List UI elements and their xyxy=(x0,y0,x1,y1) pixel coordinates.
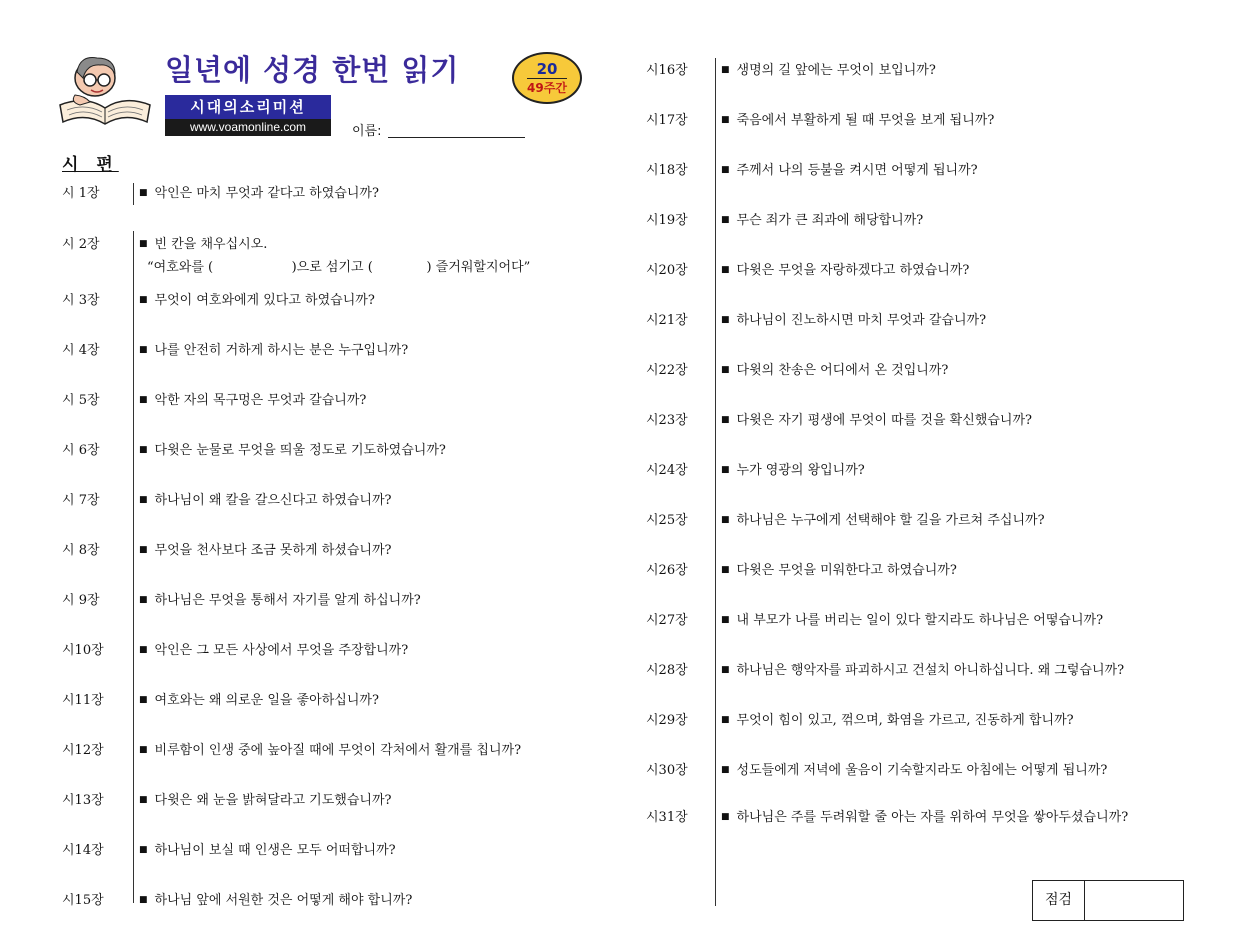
score-field[interactable] xyxy=(1085,881,1183,920)
question-text: ■ 내 부모가 나를 버리는 일이 있다 할지라도 하나님은 어떻습니까? xyxy=(721,613,1104,628)
chapter-label: 시 7장 xyxy=(62,493,100,508)
chapter-label: 시 1장 xyxy=(62,186,100,201)
question-text: ■ 하나님이 진노하시면 마치 무엇과 갈습니까? xyxy=(721,313,987,328)
question-text: ■ 하나님이 왜 칼을 갈으신다고 하였습니까? xyxy=(139,493,392,508)
chapter-label: 시 9장 xyxy=(62,593,100,608)
question-text: ■ 누가 영광의 왕입니까? xyxy=(721,463,865,478)
question-text: ■ 무슨 죄가 큰 죄과에 해당합니까? xyxy=(721,213,924,228)
chapter-label: 시 6장 xyxy=(62,443,100,458)
reading-man-icon xyxy=(55,50,155,125)
question-text: ■ 다윗은 눈물로 무엇을 띄울 정도로 기도하였습니까? xyxy=(139,443,446,458)
question-text: ■ 악인은 마치 무엇과 같다고 하였습니까? xyxy=(139,186,379,201)
chapter-label: 시23장 xyxy=(646,413,688,428)
question-text: ■ 하나님이 보실 때 인생은 모두 어떠합니까? xyxy=(139,843,396,858)
question-text: ■ 다윗은 무엇을 미워한다고 하였습니까? xyxy=(721,563,957,578)
question-text: ■ 하나님은 행악자를 파괴하시고 건설치 아니하십니다. 왜 그렇습니까? xyxy=(721,663,1125,678)
chapter-label: 시26장 xyxy=(646,563,688,578)
question-text: ■ 무엇이 힘이 있고, 꺾으며, 화염을 가르고, 진동하게 합니까? xyxy=(721,713,1074,728)
name-label: 이름: xyxy=(352,124,382,139)
column-divider xyxy=(133,231,134,903)
section-title: 시 편 xyxy=(62,155,119,175)
question-text: ■ 악인은 그 모든 사상에서 무엇을 주장합니까? xyxy=(139,643,409,658)
question-text: ■ 다윗의 찬송은 어디에서 온 것입니까? xyxy=(721,363,949,378)
question-text: ■ 주께서 나의 등불을 켜시면 어떻게 됩니까? xyxy=(721,163,978,178)
chapter-label: 시15장 xyxy=(62,893,104,908)
chapter-label: 시 8장 xyxy=(62,543,100,558)
chapter-label: 시18장 xyxy=(646,163,688,178)
chapter-label: 시17장 xyxy=(646,113,688,128)
name-field[interactable] xyxy=(388,137,525,138)
question-text: ■ 성도들에게 저녁에 울음이 기숙할지라도 아침에는 어떻게 됩니까? xyxy=(721,763,1108,778)
chapter-label: 시31장 xyxy=(646,810,688,825)
question-text: ■ 빈 칸을 채우십시오. xyxy=(139,237,268,252)
chapter-label: 시27장 xyxy=(646,613,688,628)
question-text: ■ 하나님은 누구에게 선택해야 할 길을 가르쳐 주십니까? xyxy=(721,513,1045,528)
question-text: ■ 다윗은 무엇을 자랑하겠다고 하였습니까? xyxy=(721,263,970,278)
chapter-label: 시 2장 xyxy=(62,237,100,252)
column-divider xyxy=(715,58,716,906)
question-text: ■ 하나님은 무엇을 통해서 자기를 알게 하십니까? xyxy=(139,593,421,608)
chapter-label: 시12장 xyxy=(62,743,104,758)
chapter-label: 시30장 xyxy=(646,763,688,778)
chapter-label: 시28장 xyxy=(646,663,688,678)
chapter-label: 시20장 xyxy=(646,263,688,278)
question-text: ■ 비루함이 인생 중에 높아질 때에 무엇이 각처에서 활개를 칩니까? xyxy=(139,743,522,758)
score-label: 점검 xyxy=(1033,881,1085,920)
question-text: ■ 여호와는 왜 의로운 일을 좋아하십니까? xyxy=(139,693,379,708)
column-divider xyxy=(133,183,134,205)
score-box xyxy=(1032,880,1184,921)
question-text: ■ 다윗은 왜 눈을 밝혀달라고 기도했습니까? xyxy=(139,793,392,808)
question-text: ■ 나를 안전히 거하게 하시는 분은 누구입니까? xyxy=(139,343,409,358)
chapter-label: 시 4장 xyxy=(62,343,100,358)
chapter-label: 시19장 xyxy=(646,213,688,228)
chapter-label: 시 3장 xyxy=(62,293,100,308)
question-text: ■ 죽음에서 부활하게 될 때 무엇을 보게 됩니까? xyxy=(721,113,995,128)
chapter-label: 시29장 xyxy=(646,713,688,728)
chapter-label: 시14장 xyxy=(62,843,104,858)
website-url: www.voamonline.com xyxy=(165,119,331,136)
mission-label: 시대의소리미션 xyxy=(165,95,331,119)
week-badge xyxy=(512,52,582,104)
question-text: ■ 다윗은 자기 평생에 무엇이 따를 것을 확신했습니까? xyxy=(721,413,1032,428)
chapter-label: 시10장 xyxy=(62,643,104,658)
question-text: ■ 하나님은 주를 두려워할 줄 아는 자를 위하여 무엇을 쌓아두셨습니까? xyxy=(721,810,1129,825)
question-text: ■ 무엇이 여호와에게 있다고 하였습니까? xyxy=(139,293,375,308)
page-title: 일년에 성경 한번 읽기 xyxy=(165,53,460,87)
chapter-label: 시21장 xyxy=(646,313,688,328)
question-text: ■ 생명의 길 앞에는 무엇이 보입니까? xyxy=(721,63,936,78)
chapter-label: 시11장 xyxy=(62,693,104,708)
chapter-label: 시13장 xyxy=(62,793,104,808)
chapter-label: 시24장 xyxy=(646,463,688,478)
badge-number: 20 xyxy=(527,60,567,79)
chapter-label: 시16장 xyxy=(646,63,688,78)
question-text: ■ 악한 자의 목구멍은 무엇과 갈습니까? xyxy=(139,393,367,408)
badge-week: 49주간 xyxy=(527,81,567,95)
chapter-label: 시22장 xyxy=(646,363,688,378)
chapter-label: 시25장 xyxy=(646,513,688,528)
fill-in-blank-text: “여호와를 ( )으로 섬기고 ( ) 즐거워할지어다” xyxy=(147,260,531,275)
question-text: ■ 하나님 앞에 서원한 것은 어떻게 해야 합니까? xyxy=(139,893,413,908)
chapter-label: 시 5장 xyxy=(62,393,100,408)
question-text: ■ 무엇을 천사보다 조금 못하게 하셨습니까? xyxy=(139,543,392,558)
